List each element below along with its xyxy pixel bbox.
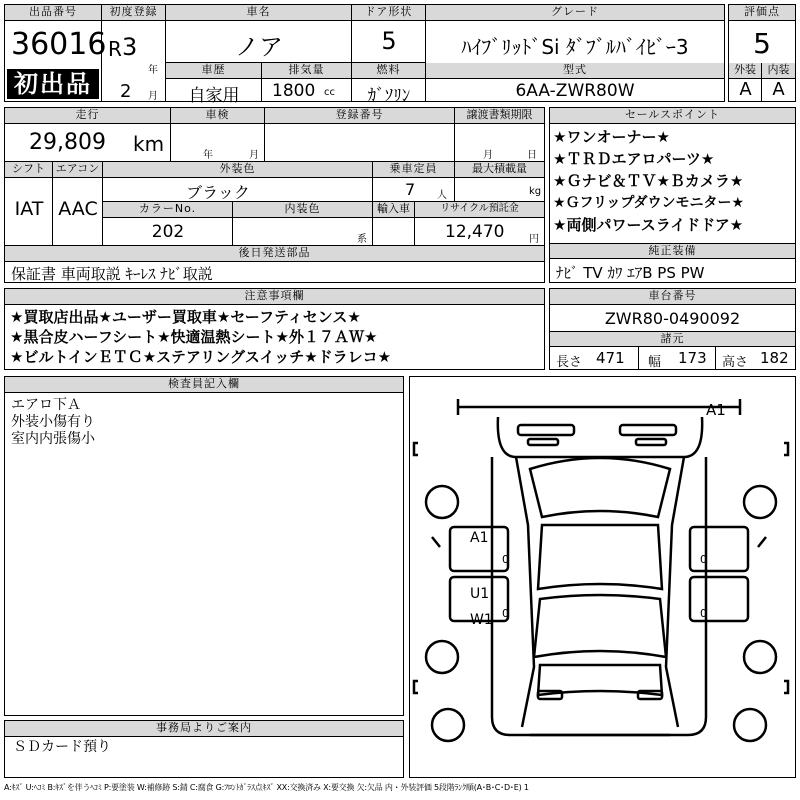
sales-point-3: ★Ｇナビ＆ＴＶ★Ｂカメラ★ <box>553 172 744 190</box>
office-text: ＳＤカード預り <box>13 739 111 755</box>
sales-point-5: ★両側パワースライドドア★ <box>553 216 744 234</box>
legend: A:ｷｽﾞ U:ﾍｺﾐ B:ｷｽﾞを伴うﾍｺﾐ P:要塗装 W:補修跡 S:錆 C:腐食 G:ﾌﾛﾝﾄｶﾞﾗｽ点ｷｽﾞ XX:交換済み X:要交換 欠:欠品 内・外装評価 5段階ﾗﾝｸ順(A･B･C･D･E) 1 <box>4 783 529 792</box>
sales-point-4: ★Ｇフリップダウンモニター★ <box>553 195 745 211</box>
equipment: ﾅﾋﾞ TV ｶﾜ ｴｱB PS PW <box>556 264 705 282</box>
aircon: AAC <box>58 198 98 220</box>
grade: ﾊｲﾌﾞﾘｯﾄﾞSi ﾀﾞﾌﾞﾙﾊﾞｲﾋﾞｰ3 <box>461 35 689 59</box>
transfer-day-unit: 日 <box>527 150 537 161</box>
exterior-grade: A <box>739 79 752 100</box>
capacity-label: 乗車定員 <box>373 162 455 178</box>
mark-door-a1: A1 <box>470 530 489 546</box>
first-reg-label: 初度登録 <box>102 5 166 21</box>
inspection-year-unit: 年 <box>203 150 213 161</box>
recycle-label: リサイクル預託金 <box>415 202 544 218</box>
color-label: 外装色 <box>103 162 373 178</box>
month-unit: 月 <box>148 91 158 102</box>
color-no: 202 <box>151 222 185 242</box>
height-label: 高さ <box>722 355 749 370</box>
chassis-box <box>549 288 796 370</box>
shift: IAT <box>14 198 44 220</box>
inspector-label: 検査員記入欄 <box>5 377 403 393</box>
zero-mark-left-1: 0 <box>502 553 509 566</box>
length: 471 <box>596 349 625 367</box>
zero-mark-left-2: 0 <box>502 607 509 620</box>
damage-diagram-box <box>409 376 796 778</box>
aircon-label: エアコン <box>53 162 103 178</box>
caution-label: 注意事項欄 <box>5 289 544 305</box>
office-box <box>4 720 404 778</box>
height: 182 <box>760 349 789 367</box>
parts: 保証書 車両取説 ｷｰﾚｽ ﾅﾋﾞ取説 <box>11 265 213 283</box>
int-color-label: 内装色 <box>233 202 373 218</box>
zero-mark-right-2: 0 <box>700 607 707 620</box>
reg-month: 2 <box>120 81 132 102</box>
color: ブラック <box>186 183 250 202</box>
mark-door-u1: U1 <box>470 586 490 602</box>
lot-number-label: 出品番号 <box>5 5 101 21</box>
sales-points-label: セールスポイント <box>550 108 795 124</box>
car-name-label: 車名 <box>166 5 352 21</box>
history-label: 車歴 <box>166 63 262 79</box>
caution-line-3: ★ビルトインＥＴＣ★ステアリングスイッチ★ドラレコ★ <box>10 348 392 366</box>
exterior-label: 外装 <box>729 63 762 79</box>
inspector-line-2: 外装小傷有り <box>11 414 95 430</box>
capacity: 7 <box>405 180 416 199</box>
fuel-label: 燃料 <box>352 63 426 79</box>
recycle: 12,470 <box>445 222 505 242</box>
interior-grade: A <box>772 79 785 100</box>
transfer-month-unit: 月 <box>483 150 493 161</box>
caution-line-1: ★買取店出品★ユーザー買取車★セーフティセンス★ <box>10 308 361 326</box>
inspector-line-1: エアロ下Ａ <box>11 397 81 413</box>
width: 173 <box>678 349 707 367</box>
kei-unit: 系 <box>357 234 367 245</box>
import-cell <box>373 218 415 246</box>
inspection-label: 車検 <box>171 108 265 124</box>
chassis-number: ZWR80-0490092 <box>604 309 741 328</box>
doors: 5 <box>381 27 397 55</box>
int-color-cell <box>233 218 373 246</box>
equipment-label: 純正装備 <box>550 243 795 259</box>
reg-number-label: 登録番号 <box>265 108 455 124</box>
lot-number: 36016 <box>11 27 107 62</box>
person-unit: 人 <box>437 190 447 201</box>
vehicle-detail-grid <box>4 107 545 283</box>
sales-point-1: ★ワンオーナー★ <box>553 128 670 146</box>
mark-front-a1: A1 <box>706 401 726 419</box>
inspector-box <box>4 376 404 716</box>
car-name: ノア <box>235 33 283 61</box>
header-grid <box>101 4 725 106</box>
zero-mark-right-1: 0 <box>700 553 707 566</box>
width-label: 幅 <box>648 355 662 370</box>
chassis-label: 車台番号 <box>550 289 795 305</box>
first-listing-badge: 初出品 <box>7 69 99 99</box>
km-unit: km <box>133 132 165 156</box>
dims-label: 諸元 <box>550 331 795 347</box>
reg-number-cell <box>265 124 455 162</box>
kg-unit: kg <box>529 186 542 197</box>
inspector-line-3: 室内内張傷小 <box>11 431 95 447</box>
door-label: ドア形状 <box>352 5 426 21</box>
caution-box <box>4 288 545 370</box>
inspection-month-unit: 月 <box>249 150 259 161</box>
interior-label: 内装 <box>762 63 795 79</box>
mark-door-w1: W1 <box>470 612 493 628</box>
parts-label: 後日発送部品 <box>5 246 544 262</box>
mileage: 29,809 <box>29 130 106 155</box>
era: R <box>108 37 122 61</box>
car-diagram <box>410 377 795 777</box>
load-label: 最大積載量 <box>455 162 544 178</box>
history: 自家用 <box>188 86 240 106</box>
mileage-label: 走行 <box>5 108 171 124</box>
import-label: 輸入車 <box>373 202 415 218</box>
year-unit: 年 <box>148 65 158 76</box>
reg-year: 3 <box>122 33 138 61</box>
model: 6AA-ZWR80W <box>515 81 635 101</box>
fuel: ｶﾞｿﾘﾝ <box>367 86 411 106</box>
model-label: 型式 <box>426 63 724 79</box>
displacement-label: 排気量 <box>262 63 352 79</box>
shift-label: シフト <box>5 162 53 178</box>
score-label: 評価点 <box>729 5 795 21</box>
sales-point-2: ★ＴＲＤエアロパーツ★ <box>553 150 715 168</box>
color-no-label: カラーNo. <box>103 202 233 218</box>
length-label: 長さ <box>556 355 583 370</box>
score-box <box>728 4 796 102</box>
sales-points-box <box>549 107 796 283</box>
grade-label: グレード <box>426 5 724 21</box>
cc-unit: cc <box>324 87 335 98</box>
displacement: 1800 <box>272 81 316 101</box>
lot-number-box <box>4 4 107 102</box>
yen-unit: 円 <box>529 234 539 245</box>
office-label: 事務局よりご案内 <box>5 721 403 737</box>
score: 5 <box>753 27 771 60</box>
caution-line-2: ★黒合皮ハーフシート★快適温熱シート★外１７ＡＷ★ <box>10 328 378 346</box>
transfer-label: 譲渡書類期限 <box>455 108 544 124</box>
